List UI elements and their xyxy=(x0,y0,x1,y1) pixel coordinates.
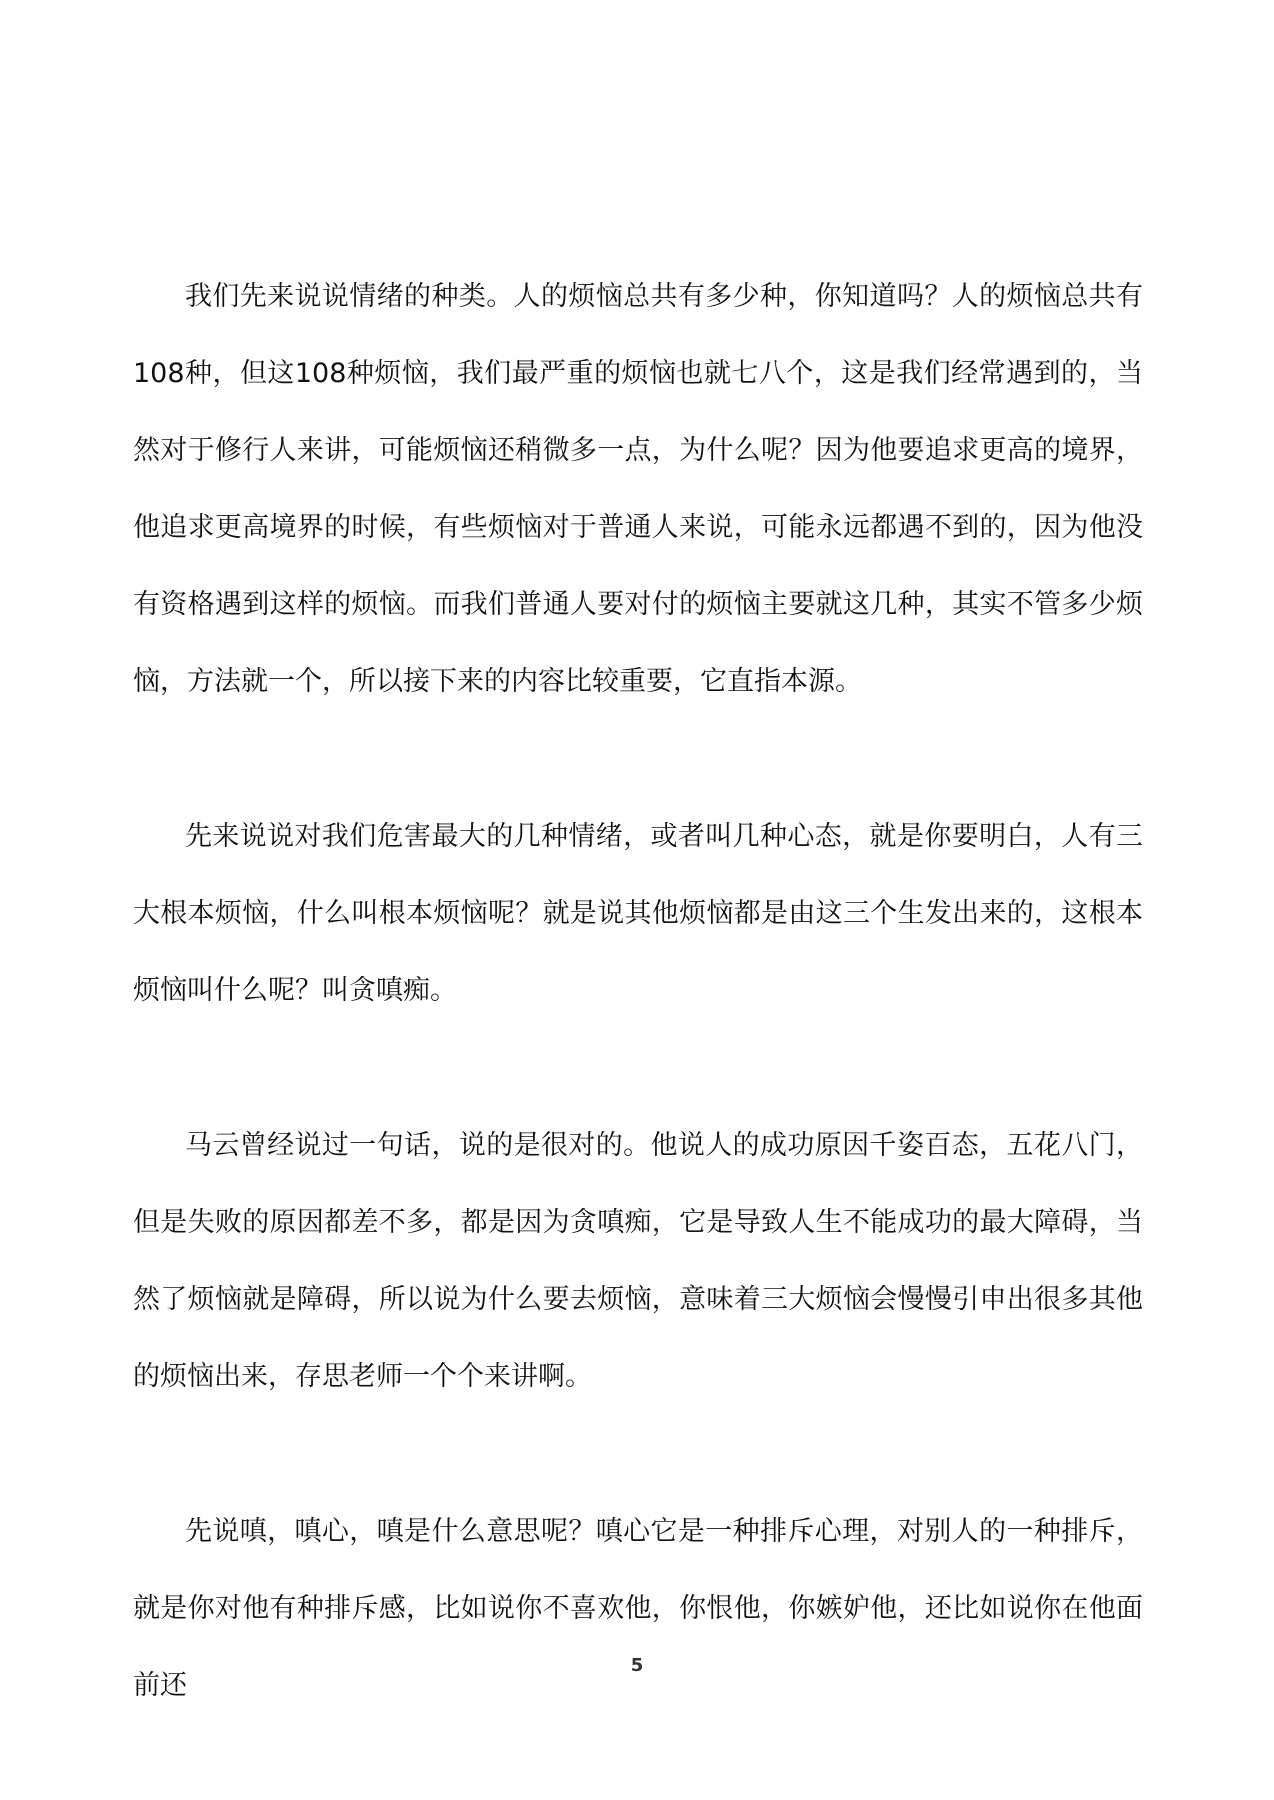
paragraph: 我们先来说说情绪的种类。人的烦恼总共有多少种，你知道吗？人的烦恼总共有108种，但这108种烦恼，我们最严重的烦恼也就七八个，这是我们经常遇到的，当然对于修行人来讲，可能烦恼还稍微多一点，为什么呢？因为他要追求更高的境界，他追求更高境界的时候，有些烦恼对于普通人来说，可能永远都遇不到的，因为他没有资格遇到这样的烦恼。而我们普通人要对付的烦恼主要就这几种，其实不管多少烦恼，方法就一个，所以接下来的内容比较重要，它直指本源。 xyxy=(133,281,1143,697)
page-number: 5 xyxy=(630,1655,644,1676)
document-body xyxy=(133,258,1143,1724)
paragraph: 先说嗔，嗔心，嗔是什么意思呢？嗔心它是一种排斥心理，对别人的一种排斥，就是你对他有种排斥感，比如说你不喜欢他，你恨他，你嫉妒他，还比如说你在他面前还 xyxy=(133,1516,1143,1701)
paragraph: 马云曾经说过一句话，说的是很对的。他说人的成功原因千姿百态，五花八门，但是失败的原因都差不多，都是因为贪嗔痴，它是导致人生不能成功的最大障碍，当然了烦恼就是障碍，所以说为什么要去烦恼，意味着三大烦恼会慢慢引申出很多其他的烦恼出来，存思老师一个个来讲啊。 xyxy=(133,1130,1143,1392)
paragraph: 先来说说对我们危害最大的几种情绪，或者叫几种心态，就是你要明白，人有三大根本烦恼，什么叫根本烦恼呢？就是说其他烦恼都是由这三个生发出来的，这根本烦恼叫什么呢？叫贪嗔痴。 xyxy=(133,821,1143,1006)
